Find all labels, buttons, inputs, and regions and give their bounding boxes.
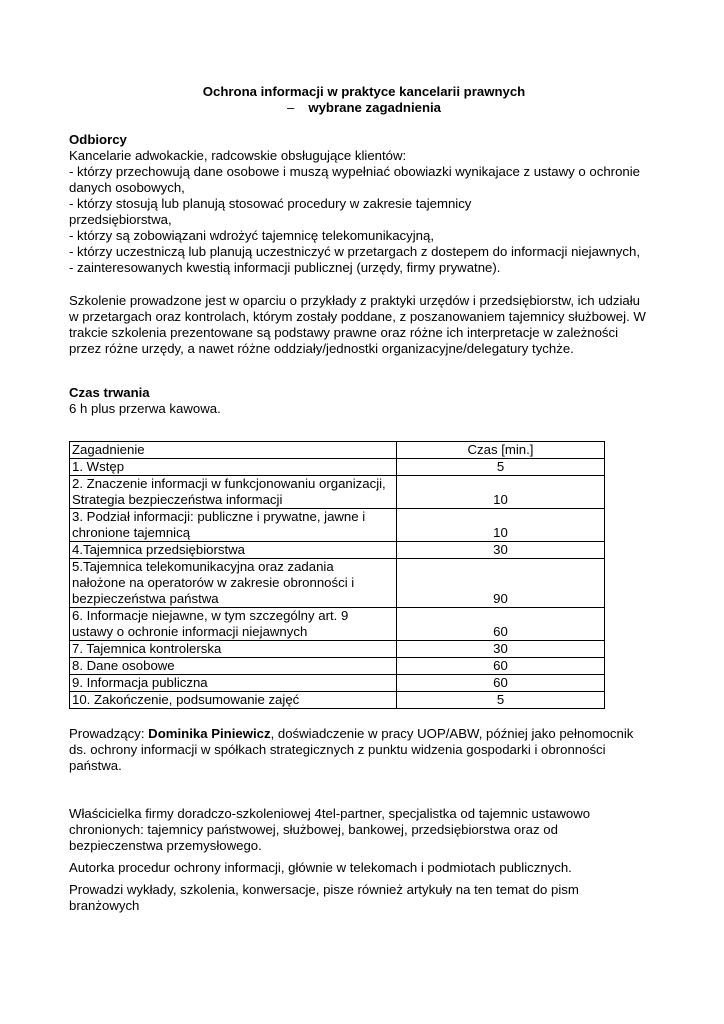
duration-text: 6 h plus przerwa kawowa. bbox=[69, 401, 221, 416]
recipients-list bbox=[69, 148, 659, 276]
schedule-time-cell: 5 bbox=[397, 692, 605, 709]
recipients-line: przedsiębiorstwa, bbox=[69, 212, 172, 227]
schedule-row bbox=[70, 608, 605, 641]
schedule-topic-line: 10. Zakończenie, podsumowanie zajęć bbox=[72, 692, 300, 707]
schedule-row bbox=[70, 476, 605, 509]
bio-line: Właścicielka firmy doradczo-szkoleniowej 4tel-partner, specjalistka od tajemnic ustawowo bbox=[69, 806, 591, 821]
schedule-header-topic: Zagadnienie bbox=[70, 442, 397, 459]
schedule-time-cell: 60 bbox=[397, 608, 605, 641]
schedule-topic-line: 7. Tajemnica kontrolerska bbox=[72, 641, 222, 656]
schedule-topic-cell bbox=[70, 559, 397, 608]
recipients-line: - którzy uczestniczą lub planują uczestniczyć w przetargach z dostepem do informacji niejawnych, bbox=[69, 244, 640, 259]
trainer-bio-activities bbox=[69, 882, 659, 914]
duration-heading: Czas trwania bbox=[69, 385, 150, 400]
schedule-topic-line: 9. Informacja publiczna bbox=[72, 675, 208, 690]
recipients-line: Kancelarie adwokackie, radcowskie obsługujące klientów: bbox=[69, 148, 407, 163]
trainer-label: Prowadzący: bbox=[69, 726, 149, 741]
schedule-row bbox=[70, 459, 605, 476]
schedule-topic-line: 4.Tajemnica przedsiębiorstwa bbox=[72, 542, 245, 557]
trainer-intro-line: państwa. bbox=[69, 758, 122, 773]
recipients-line: - którzy stosują lub planują stosować procedury w zakresie tajemnicy bbox=[69, 196, 472, 211]
schedule-time-cell: 60 bbox=[397, 658, 605, 675]
schedule-time-cell: 30 bbox=[397, 542, 605, 559]
schedule-table bbox=[69, 441, 605, 709]
recipients-line: - zainteresowanych kwestią informacji publicznej (urzędy, firmy prywatne). bbox=[69, 260, 501, 275]
schedule-topic-cell bbox=[70, 608, 397, 641]
document-title: Ochrona informacji w praktyce kancelarii prawnych bbox=[202, 84, 526, 99]
bio-line: chronionych: tajemnicy państwowej, służbowej, bankowej, przedsiębiorstwa oraz od bbox=[69, 822, 558, 837]
bio-line: Prowadzi wykłady, szkolenia, konwersacje, pisze również artykuły na ten temat do pism bbox=[69, 882, 579, 897]
schedule-time-cell: 90 bbox=[397, 559, 605, 608]
trainer-intro-line: , doświadczenie w pracy UOP/ABW, później jako pełnomocnik bbox=[270, 726, 634, 741]
schedule-time-cell: 5 bbox=[397, 459, 605, 476]
document-subtitle bbox=[69, 100, 659, 116]
schedule-topic-line: nałożone na operatorów w zakresie obronności i bbox=[72, 575, 355, 590]
schedule-topic-line: 5.Tajemnica telekomunikacyjna oraz zadania bbox=[72, 559, 334, 574]
schedule-header-time: Czas [min.] bbox=[397, 442, 605, 459]
recipients-heading: Odbiorcy bbox=[69, 132, 127, 147]
schedule-time-cell: 10 bbox=[397, 476, 605, 509]
schedule-topic-line: ustawy o ochronie informacji niejawnych bbox=[72, 624, 308, 639]
bio-line: branżowych bbox=[69, 898, 140, 913]
schedule-header-row bbox=[70, 442, 605, 459]
bio-line: bezpieczenstwa przemysłowego. bbox=[69, 838, 262, 853]
schedule-topic-cell bbox=[70, 459, 397, 476]
schedule-row bbox=[70, 542, 605, 559]
schedule-topic-cell bbox=[70, 675, 397, 692]
schedule-time-cell: 60 bbox=[397, 675, 605, 692]
trainer-bio-procedures bbox=[69, 860, 659, 876]
schedule-row bbox=[70, 641, 605, 658]
schedule-row bbox=[70, 509, 605, 542]
schedule-topic-cell bbox=[70, 658, 397, 675]
schedule-topic-line: 3. Podział informacji: publiczne i prywatne, jawne i bbox=[72, 509, 366, 524]
schedule-row bbox=[70, 559, 605, 608]
schedule-topic-line: 6. Informacje niejawne, w tym szczególny art. 9 bbox=[72, 608, 349, 623]
schedule-topic-cell bbox=[70, 542, 397, 559]
schedule-topic-line: 8. Dane osobowe bbox=[72, 658, 175, 673]
recipients-line: danych osobowych, bbox=[69, 180, 185, 195]
schedule-topic-cell bbox=[70, 692, 397, 709]
schedule-time-cell: 10 bbox=[397, 509, 605, 542]
recipients-line: - którzy są zobowiązani wdrożyć tajemnicę telekomunikacyjną, bbox=[69, 228, 435, 243]
schedule-topic-line: Strategia bezpieczeństwa informacji bbox=[72, 492, 283, 507]
document-page bbox=[69, 84, 659, 914]
recipients-line: - którzy przechowują dane osobowe i muszą wypełniać obowiazki wynikajace z ustawy o ochronie bbox=[69, 164, 641, 179]
schedule-row bbox=[70, 692, 605, 709]
trainer-name: Dominika Piniewicz bbox=[148, 726, 271, 741]
schedule-topic-line: 2. Znaczenie informacji w funkcjonowaniu organizacji, bbox=[72, 476, 386, 491]
description-line: trakcie szkolenia prezentowane są podstawy prawne oraz różne ich interpretacje w zależności bbox=[69, 325, 619, 340]
schedule-row bbox=[70, 675, 605, 692]
schedule-topic-line: chronione tajemnicą bbox=[72, 525, 191, 540]
description-line: Szkolenie prowadzone jest w oparciu o przykłady z praktyki urzędów i przedsiębiorstw, ich udziału bbox=[69, 293, 640, 308]
schedule-topic-line: 1. Wstęp bbox=[72, 459, 125, 474]
trainer-bio-company bbox=[69, 806, 659, 854]
schedule-topic-cell bbox=[70, 641, 397, 658]
subtitle-dash: – bbox=[287, 100, 295, 115]
description-line: przez różne urzędy, a nawet różne oddziały/jednostki organizacyjne/delegatury tychże. bbox=[69, 341, 574, 356]
trainer-intro-line: ds. ochrony informacji w spółkach strategicznych z punktu widzenia gospodarki i obronności bbox=[69, 742, 606, 757]
schedule-row bbox=[70, 658, 605, 675]
description-line: w przetargach oraz kontrolach, którym zostały poddane, z poszanowaniem tajemnicy służbowej. W bbox=[69, 309, 646, 324]
schedule-time-cell: 30 bbox=[397, 641, 605, 658]
subtitle-text: wybrane zagadnienia bbox=[308, 100, 441, 115]
schedule-topic-cell bbox=[70, 509, 397, 542]
trainer-intro-first-line bbox=[69, 726, 659, 742]
trainer-intro bbox=[69, 726, 659, 774]
schedule-topic-line: bezpieczeństwa państwa bbox=[72, 591, 219, 606]
bio-line: Autorka procedur ochrony informacji, głównie w telekomach i podmiotach publicznych. bbox=[69, 860, 572, 875]
training-description bbox=[69, 293, 659, 357]
schedule-topic-cell bbox=[70, 476, 397, 509]
